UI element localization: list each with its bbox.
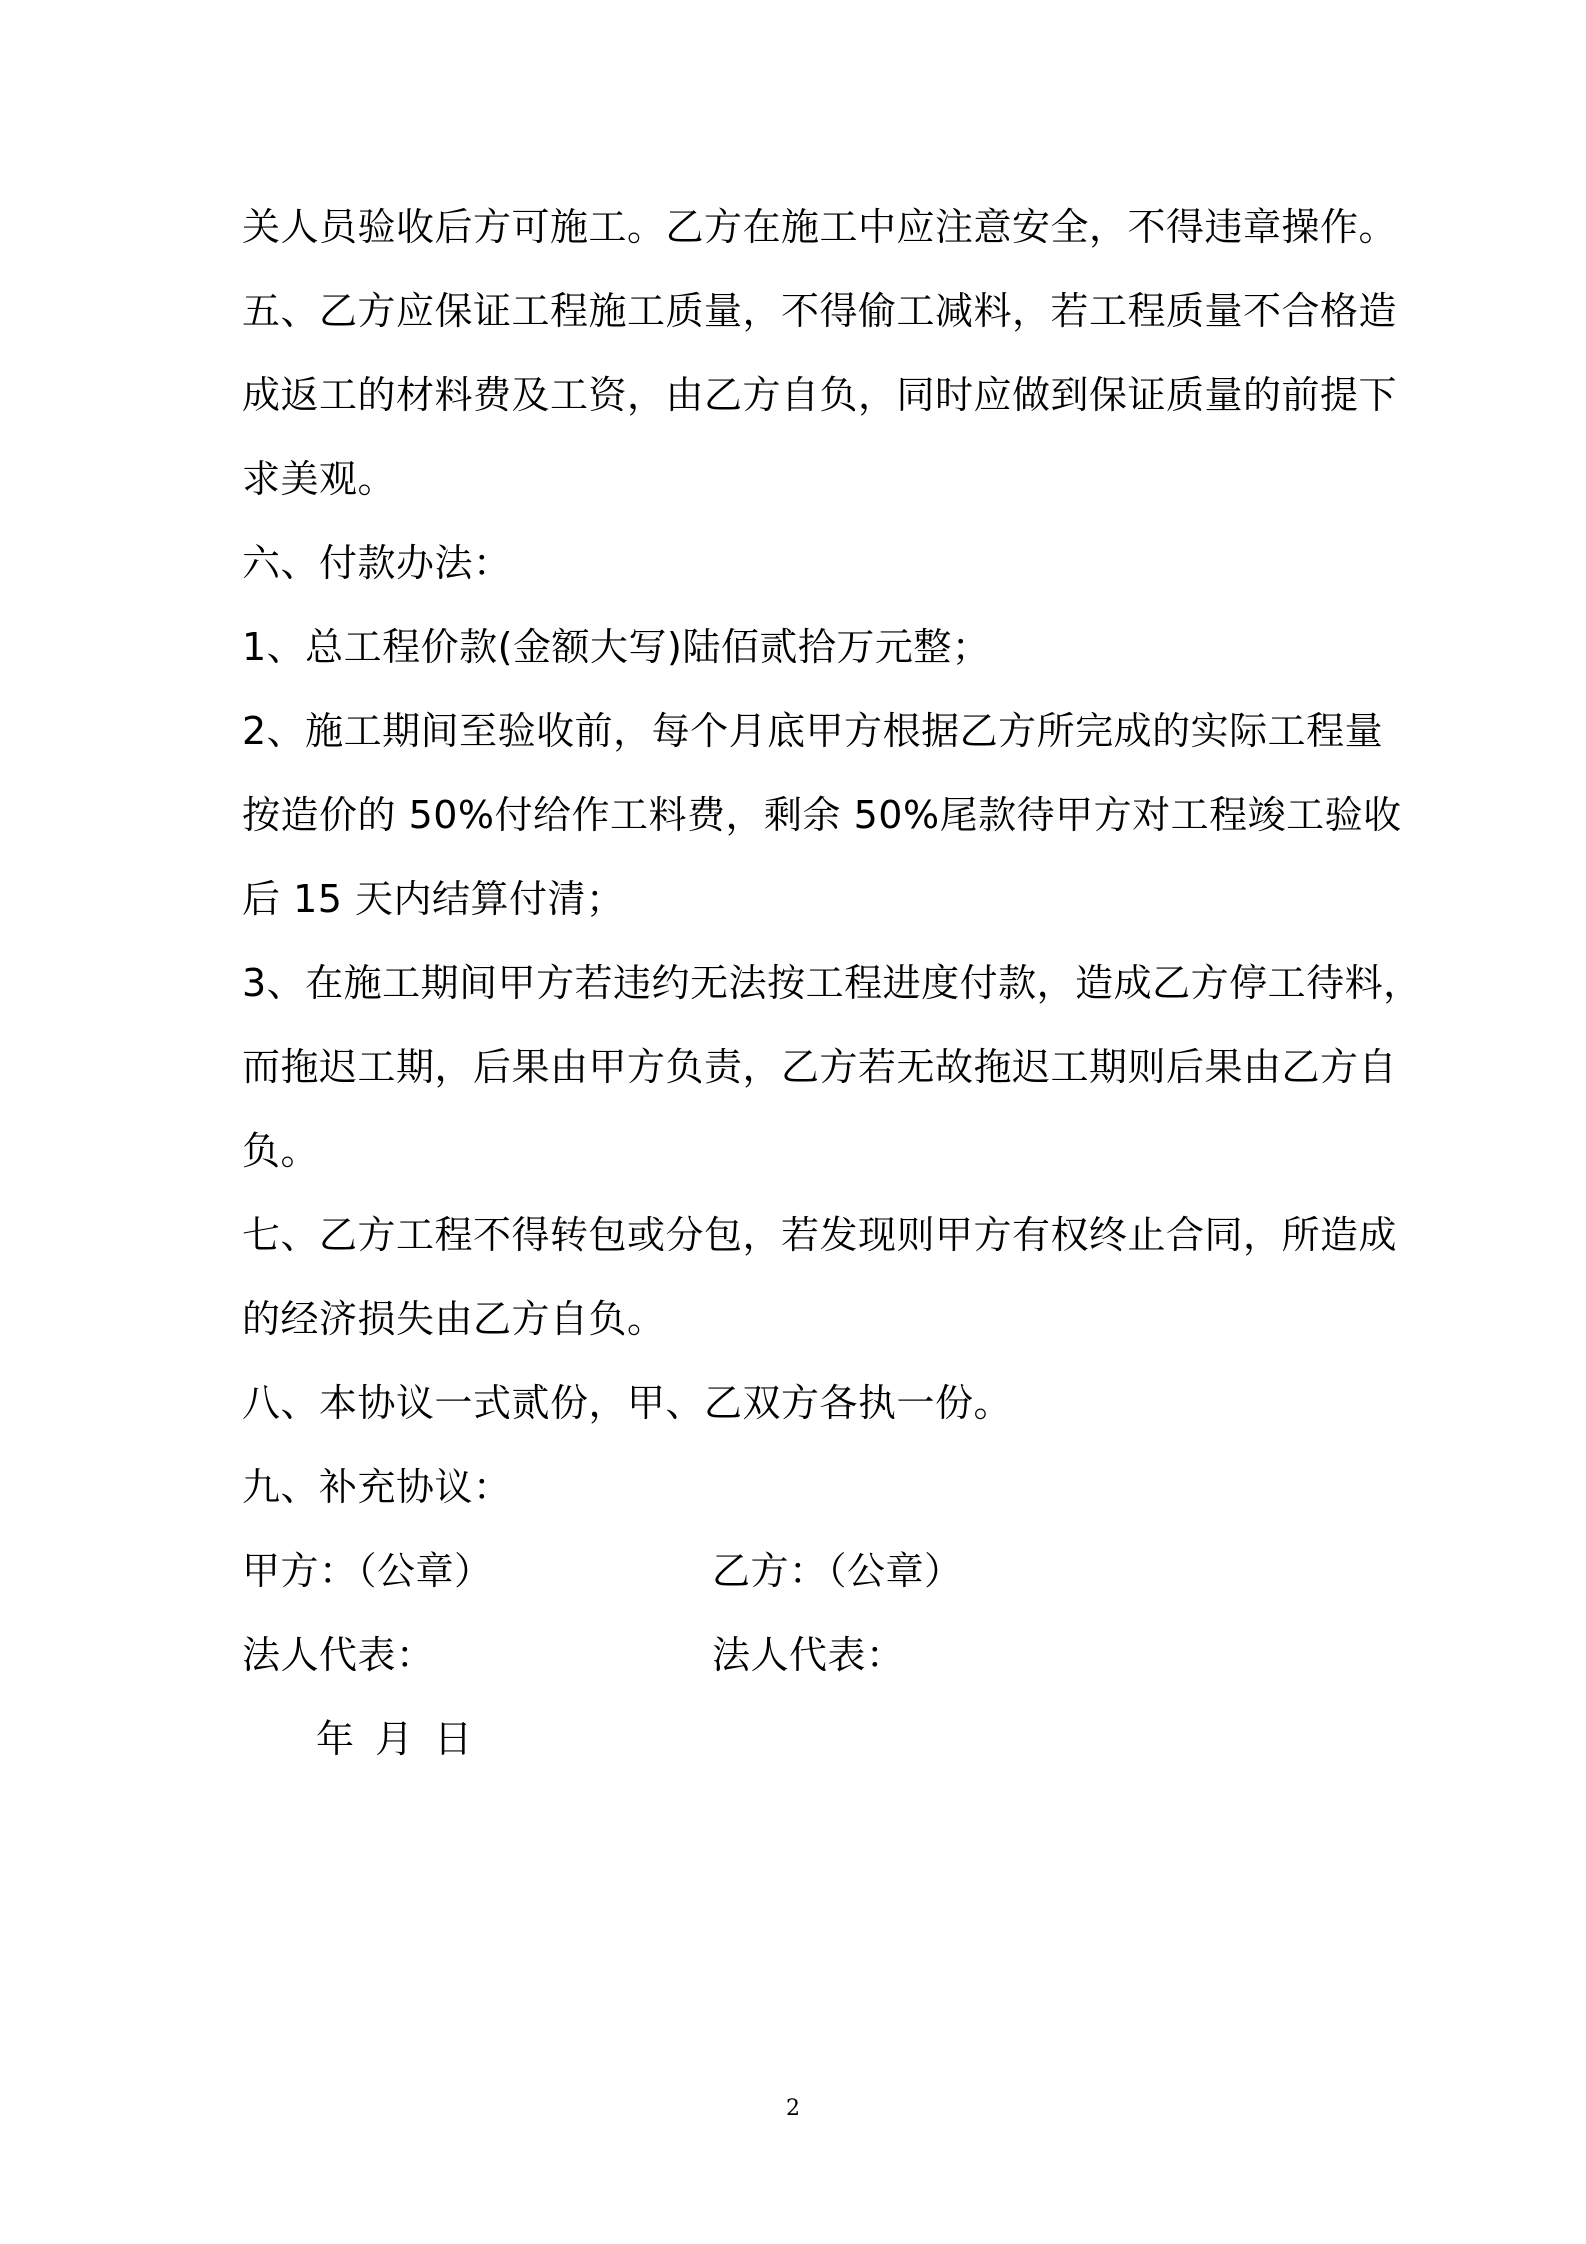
party-b-seal: 乙方：（公章） — [712, 1549, 963, 1593]
clause-7-line-1: 七、乙方工程不得转包或分包，若发现则甲方有权终止合同，所造成 — [242, 1213, 1398, 1257]
clause-5-line-1: 五、乙方应保证工程施工质量，不得偷工减料，若工程质量不合格造 — [242, 289, 1398, 333]
payment-item-3-line-1: 3、在施工期间甲方若违约无法按工程进度付款，造成乙方停工待料， — [242, 961, 1422, 1005]
text-line-1: 关人员验收后方可施工。乙方在施工中应注意安全，不得违章操作。 — [242, 205, 1398, 249]
payment-item-2-line-2: 按造价的 50%付给作工料费，剩余 50%尾款待甲方对工程竣工验收 — [242, 793, 1402, 837]
party-a-seal: 甲方：（公章） — [242, 1549, 493, 1593]
clause-6-heading: 六、付款办法： — [242, 541, 512, 585]
clause-5-line-3: 求美观。 — [242, 457, 397, 501]
payment-item-1: 1、总工程价款(金额大写)陆佰贰拾万元整； — [242, 625, 991, 669]
clause-9: 九、补充协议： — [242, 1465, 512, 1509]
clause-5-line-2: 成返工的材料费及工资，由乙方自负，同时应做到保证质量的前提下 — [242, 373, 1398, 417]
payment-item-3-line-2: 而拖迟工期，后果由甲方负责，乙方若无故拖迟工期则后果由乙方自 — [242, 1045, 1398, 1089]
party-b-representative: 法人代表： — [712, 1633, 905, 1677]
payment-item-2-line-1: 2、施工期间至验收前，每个月底甲方根据乙方所完成的实际工程量 — [242, 709, 1384, 753]
clause-8: 八、本协议一式贰份，甲、乙双方各执一份。 — [242, 1381, 1013, 1425]
payment-item-3-line-3: 负。 — [242, 1129, 320, 1173]
page-number: 2 — [786, 2096, 800, 2121]
signing-date: 年 月 日 — [316, 1717, 473, 1761]
clause-7-line-2: 的经济损失由乙方自负。 — [242, 1297, 666, 1341]
payment-item-2-line-3: 后 15 天内结算付清； — [242, 877, 625, 921]
party-a-representative: 法人代表： — [242, 1633, 435, 1677]
